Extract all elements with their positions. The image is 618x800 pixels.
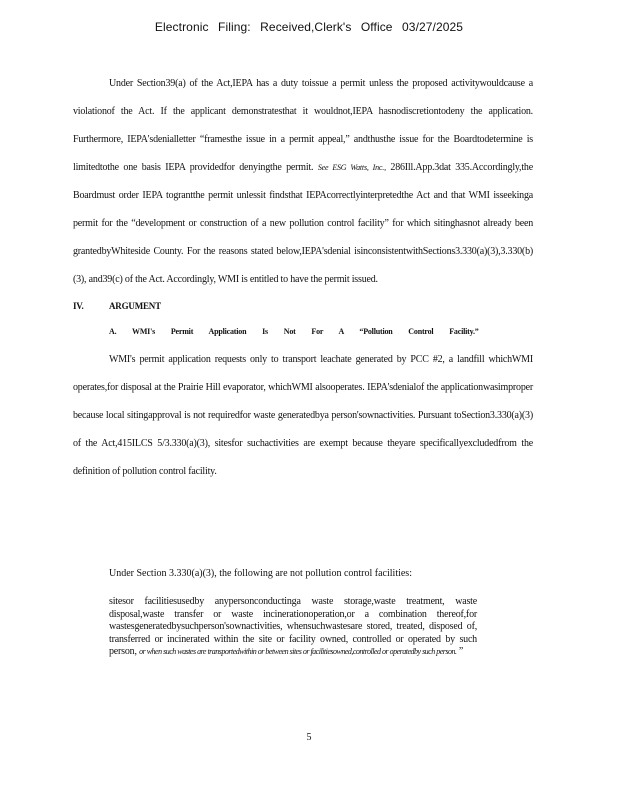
filing-header: Electronic Filing: Received,Clerk's Office 03/27/2025 — [154, 20, 464, 34]
block-quote — [109, 596, 477, 659]
subheading: A. WMI's Permit Application Is Not For A “Pollution Control Facility.” — [109, 327, 479, 336]
paragraph-text: 286Ill.App.3dat 335.Accordingly,the Boardmust order IEPA tograntthe permit unlessit findsthat IEPAcorrectlyinterpretedthe Act and that WMI isseekinga permit for the “development or construction of a new pollution control facility” for which sitinghasnot already been grantedbyWhiteside County. For the reasons stated below,IEPA'sdenial isinconsistentwithSections3.330(a)(3),3.330(b)(3), and39(c) of the Act. Accordingly, WMI is entitled to have the permit issued. — [73, 162, 533, 285]
closing-quote-mark: ” — [458, 646, 464, 657]
document-body — [73, 70, 533, 486]
paragraph-text: Under Section39(a) of the Act,IEPA has a duty toissue a permit unless the proposed activitywouldcause a violationof the Act. If the applicant demonstratesthat it wouldnot,IEPA hasnodiscretiontodeny the application. Furthermore, IEPA'sdenialletter “framesthe issue in a permit appeal,” andthusthe issue for the Boardtodetermine is limitedtothe one basis IEPA providedfor denyingthe permit. — [73, 78, 533, 173]
section-title: ARGUMENT — [109, 301, 161, 311]
block-quote-text: sitesor facilitiesusedby anypersonconductinga waste storage,waste treatment, waste disposal,waste transfer or waste incinerationoperation,or a combination thereof,for wastesgeneratedbysuchperson'sownactivities, whensuchwastesare stored, treated, disposed of, transferred or incinerated within the site or facility owned, controlled or operated by such person, — [109, 596, 477, 657]
quote-intro: Under Section 3.330(a)(3), the following are not pollution control facilities: — [109, 568, 412, 579]
case-citation: See ESG Watts, Inc., — [317, 163, 386, 172]
paragraph: WMI's permit application requests only to transport leachate generated by PCC #2, a landfill whichWMI operates,for disposal at the Prairie Hill evaporator, whichWMI alsooperates. IEPA'sdenialof the applicationwasimproper because local sitingapproval is not requiredfor waste generatedbya person'sownactivities. Pursuant toSection3.330(a)(3) of the Act,415ILCS 5/3.330(a)(3), sitesfor suchactivities are exempt because theyare specificallyexcludedfrom the definition of pollution control facility. — [73, 354, 533, 477]
block-quote-italic: or when such wastes are transportedwithin or between sites or facilitiesowned,controlled or operatedby such person. — [139, 647, 457, 656]
paragraph — [73, 70, 533, 294]
section-number: IV. — [73, 301, 84, 311]
page-number: 5 — [306, 732, 312, 743]
section-heading — [73, 294, 533, 318]
